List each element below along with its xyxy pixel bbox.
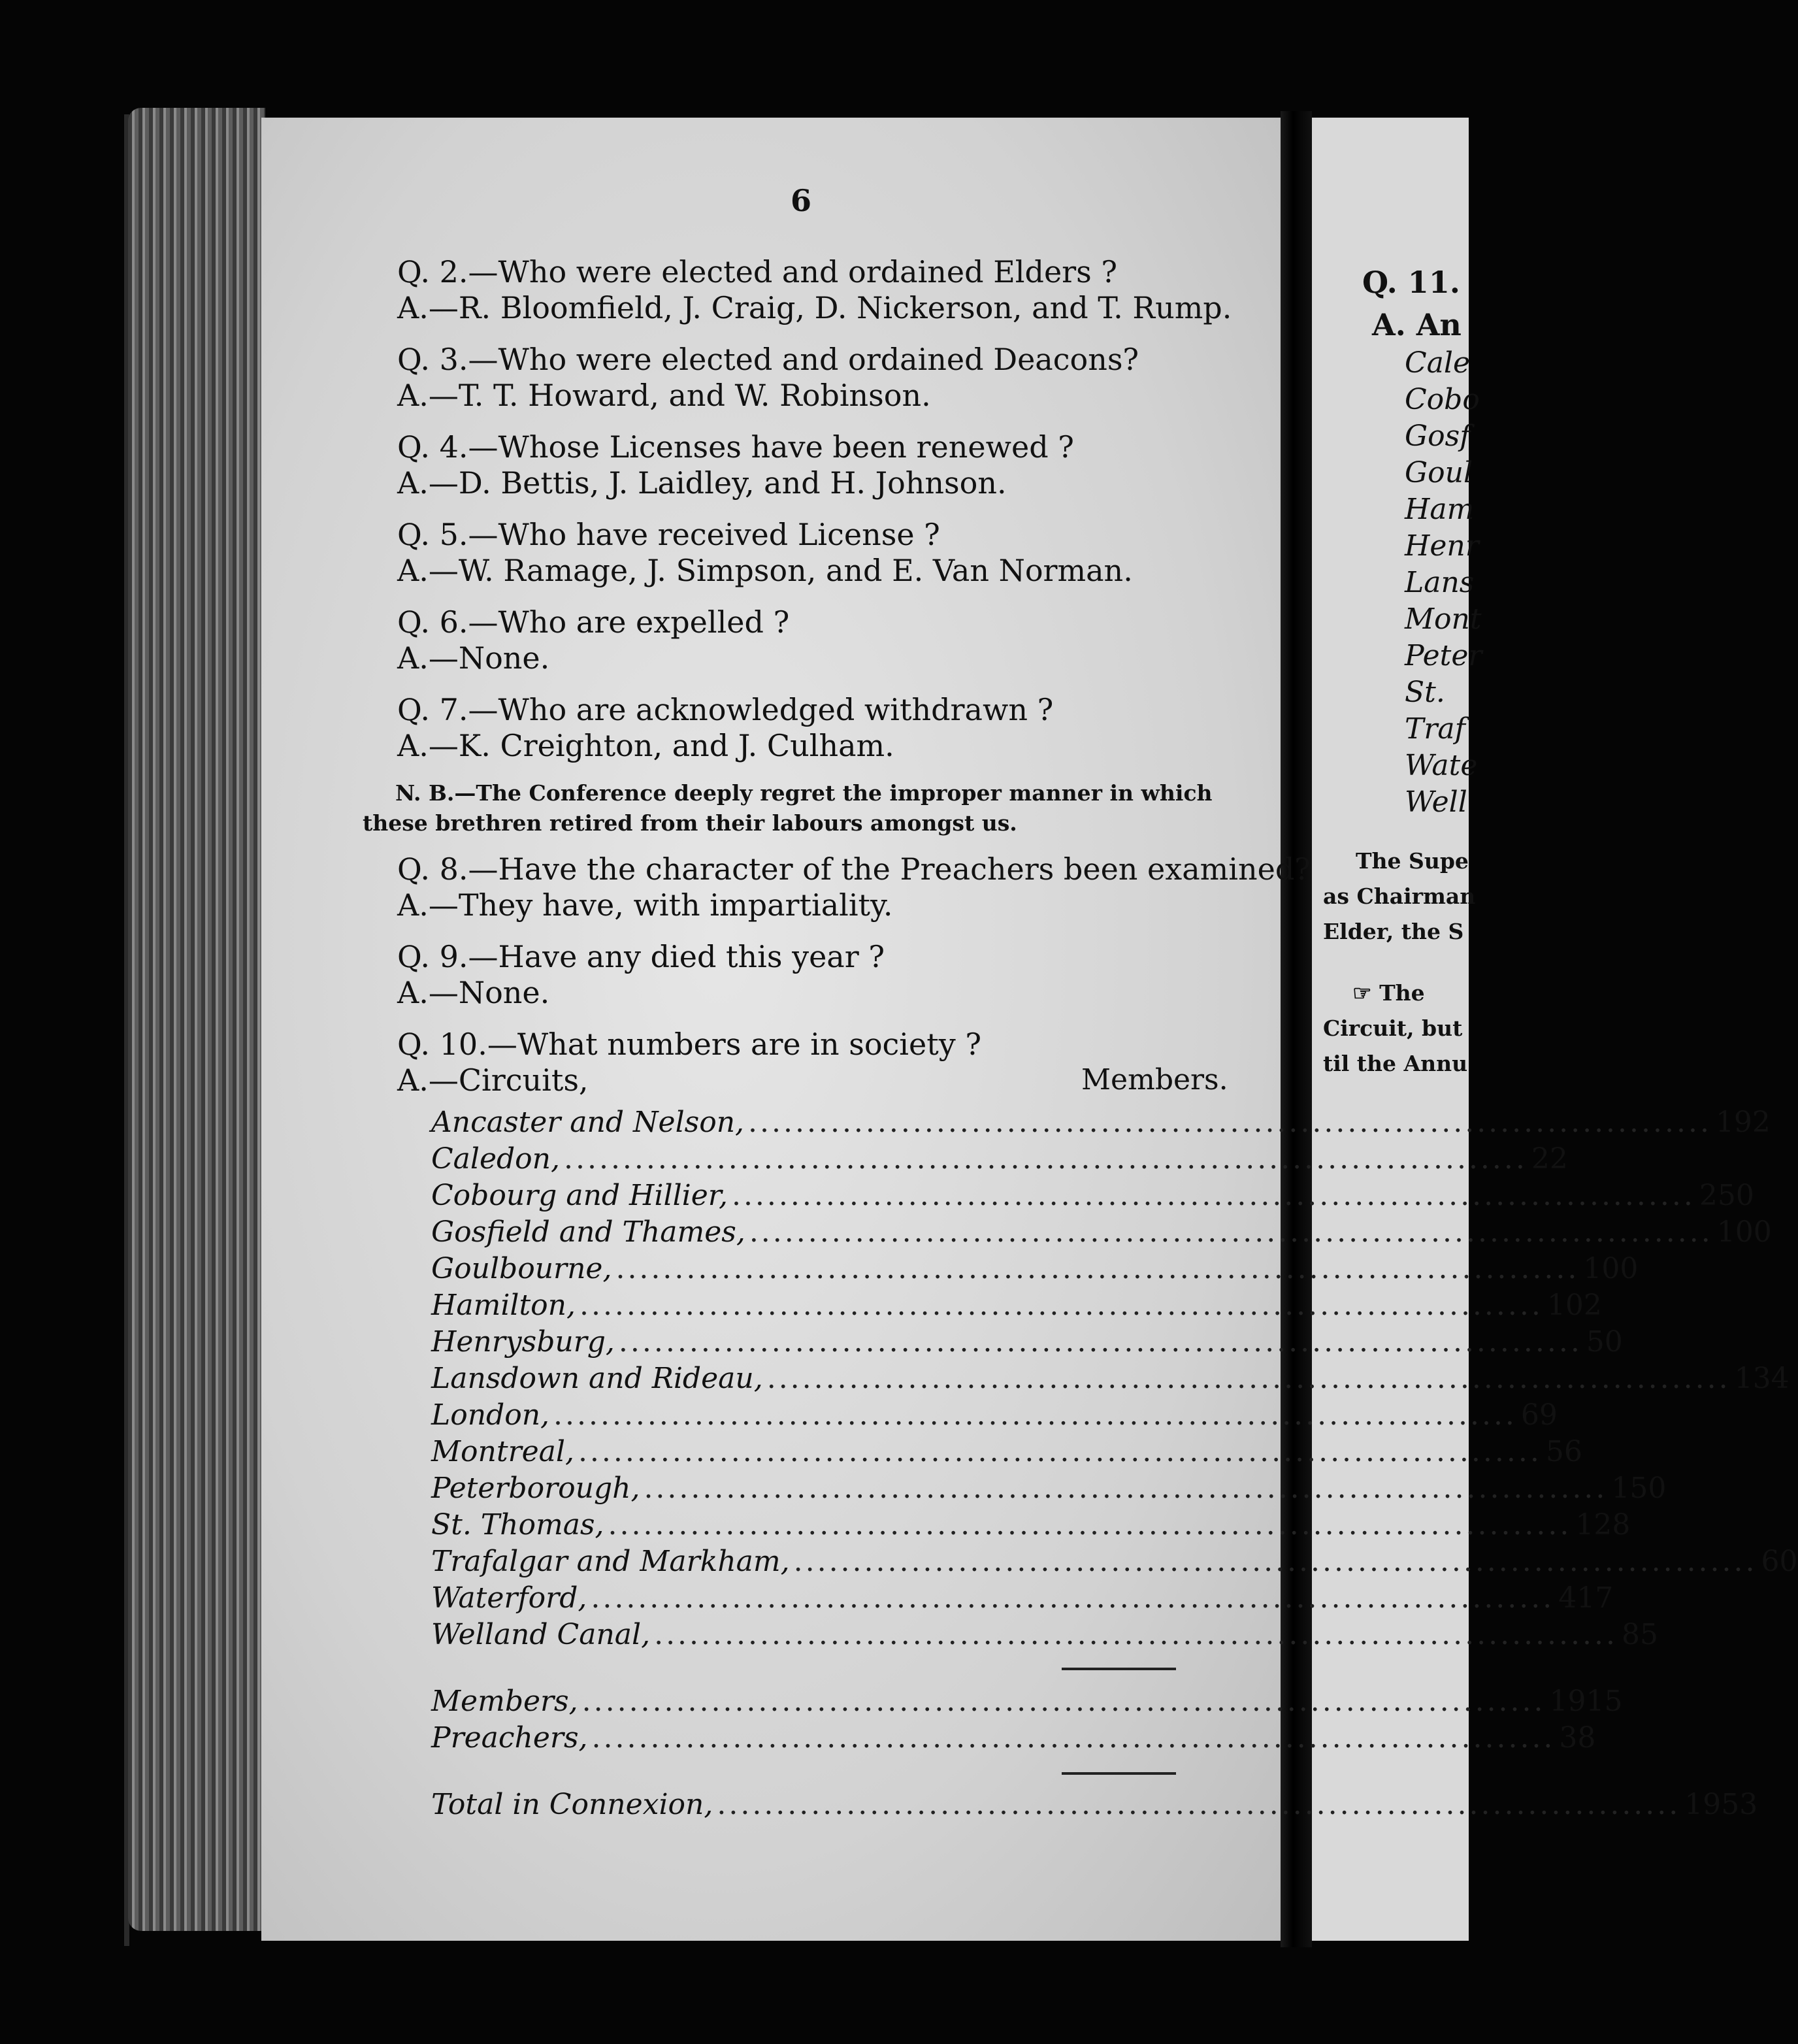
circuit-members: 50 — [1586, 1325, 1623, 1359]
leader-dots: .................................................................................. — [591, 1581, 1555, 1615]
circuit-name: Goulbourne, — [431, 1252, 612, 1285]
circuit-name: Cobourg and Hillier, — [431, 1179, 728, 1212]
right-circuit-name: Well — [1405, 785, 1467, 819]
circuit-name: Henrysburg, — [431, 1325, 615, 1359]
circuit-row — [431, 1289, 1602, 1325]
answer-8: A.—They have, with impartiality. — [397, 887, 893, 923]
circuit-members: 22 — [1531, 1142, 1568, 1176]
question-3: Q. 3.—Who were elected and ordained Deacons? — [397, 342, 1139, 377]
grand-total-label: Total in Connexion, — [431, 1788, 713, 1821]
leader-dots: .................................................................................. — [749, 1215, 1713, 1249]
circuit-members: 102 — [1546, 1289, 1602, 1322]
leader-dots: .................................................................................. — [608, 1508, 1572, 1541]
circuit-name: London, — [431, 1398, 550, 1432]
circuit-members: 192 — [1715, 1106, 1771, 1139]
circuit-members: 150 — [1611, 1472, 1667, 1505]
circuit-row — [431, 1618, 1658, 1655]
right-circuit-name: Ham — [1405, 493, 1475, 526]
preachers-total-row — [431, 1721, 1596, 1758]
circuit-row — [431, 1398, 1558, 1435]
circuits-label: A.—Circuits, — [397, 1063, 589, 1098]
circuit-row — [431, 1581, 1614, 1618]
circuit-row — [431, 1215, 1772, 1252]
right-note-line: The Supe — [1356, 848, 1469, 874]
nb-note-line-1: N. B.—The Conference deeply regret the improper manner in which — [395, 780, 1213, 806]
right-circuit-name: Gosf — [1405, 420, 1471, 453]
circuit-members: 69 — [1520, 1398, 1558, 1432]
circuit-row — [431, 1142, 1568, 1179]
answer-7: A.—K. Creighton, and J. Culham. — [397, 728, 894, 763]
question-8: Q. 8.—Have the character of the Preachers been examined? — [397, 851, 1311, 887]
circuit-row — [431, 1508, 1631, 1545]
right-circuit-name: Lans — [1405, 566, 1475, 599]
nb-note-line-2: these brethren retired from their labours amongst us. — [363, 810, 1017, 836]
question-4: Q. 4.—Whose Licenses have been renewed ? — [397, 429, 1074, 465]
circuit-members: 100 — [1716, 1215, 1772, 1249]
right-note2-line: ☞ The — [1352, 980, 1425, 1006]
answer-5: A.—W. Ramage, J. Simpson, and E. Van Norman. — [397, 553, 1133, 588]
leader-dots: .................................................................................. — [793, 1545, 1757, 1578]
right-circuit-name: Henr — [1405, 529, 1479, 563]
circuit-members: 100 — [1583, 1252, 1639, 1285]
page-stack-edge — [128, 108, 265, 1931]
right-circuit-name: St. — [1405, 676, 1445, 709]
leader-dots: .................................................................................. — [731, 1179, 1695, 1212]
answer-6: A.—None. — [397, 640, 550, 676]
circuit-name: St. Thomas, — [431, 1508, 604, 1541]
right-note-line: as Chairman — [1323, 883, 1476, 909]
question-10: Q. 10.—What numbers are in society ? — [397, 1027, 981, 1062]
leader-dots: .................................................................................. — [644, 1472, 1608, 1505]
leader-dots: .................................................................................. — [717, 1788, 1681, 1821]
circuit-members: 60 — [1761, 1545, 1798, 1578]
leader-dots: .................................................................................. — [581, 1685, 1546, 1718]
right-circuit-name: Peter — [1405, 639, 1482, 672]
right-question-fragment: Q. 11. — [1362, 265, 1460, 300]
grand-total-row — [431, 1788, 1758, 1824]
circuit-name: Gosfield and Thames, — [431, 1215, 745, 1249]
right-answer-fragment: A. An — [1372, 307, 1462, 342]
circuit-name: Waterford, — [431, 1581, 587, 1615]
question-9: Q. 9.—Have any died this year ? — [397, 939, 885, 974]
leader-dots: .................................................................................. — [553, 1398, 1517, 1432]
right-circuit-name: Cobo — [1405, 383, 1480, 416]
circuit-row — [431, 1252, 1639, 1289]
subtotal-rule — [1062, 1668, 1176, 1670]
members-total-row — [431, 1685, 1623, 1721]
circuit-members: 417 — [1558, 1581, 1614, 1615]
circuit-name: Ancaster and Nelson, — [431, 1106, 745, 1139]
leader-dots: .................................................................................. — [578, 1435, 1542, 1468]
circuit-name: Trafalgar and Markham, — [431, 1545, 790, 1578]
total-value: 1915 — [1549, 1685, 1623, 1718]
members-label: Members. — [1081, 1063, 1228, 1096]
circuit-name: Peterborough, — [431, 1472, 640, 1505]
circuit-members: 56 — [1545, 1435, 1582, 1468]
right-circuit-name: Mont — [1405, 602, 1482, 636]
circuit-row — [431, 1435, 1582, 1472]
circuit-row — [431, 1362, 1790, 1398]
circuit-name: Montreal, — [431, 1435, 574, 1468]
leader-dots: .................................................................................. — [654, 1618, 1618, 1651]
right-circuit-name: Traf — [1405, 712, 1465, 746]
answer-3: A.—T. T. Howard, and W. Robinson. — [397, 378, 931, 413]
circuit-name: Caledon, — [431, 1142, 560, 1176]
circuit-row — [431, 1325, 1623, 1362]
circuit-row — [431, 1106, 1771, 1142]
leader-dots: .................................................................................. — [579, 1289, 1543, 1322]
circuit-name: Welland Canal, — [431, 1618, 651, 1651]
leader-dots: .................................................................................. — [748, 1106, 1712, 1139]
grand-total-rule — [1062, 1772, 1176, 1775]
circuit-members: 250 — [1699, 1179, 1754, 1212]
circuit-row — [431, 1179, 1754, 1215]
leader-dots: .................................................................................. — [618, 1325, 1582, 1359]
circuit-name: Lansdown and Rideau, — [431, 1362, 763, 1395]
answer-4: A.—D. Bettis, J. Laidley, and H. Johnson. — [397, 465, 1007, 501]
answer-9: A.—None. — [397, 975, 550, 1010]
grand-total-value: 1953 — [1684, 1788, 1758, 1821]
answer-2: A.—R. Bloomfield, J. Craig, D. Nickerson, and T. Rump. — [397, 290, 1232, 325]
right-circuit-name: Goul — [1405, 456, 1473, 489]
question-6: Q. 6.—Who are expelled ? — [397, 604, 790, 640]
leader-dots: .................................................................................. — [564, 1142, 1528, 1176]
circuit-members: 85 — [1621, 1618, 1658, 1651]
question-2: Q. 2.—Who were elected and ordained Elders ? — [397, 254, 1118, 289]
total-label: Members, — [431, 1685, 578, 1718]
right-note2-line: til the Annu — [1323, 1051, 1468, 1076]
circuit-row — [431, 1472, 1667, 1508]
page-number: 6 — [791, 183, 812, 218]
book-gutter — [1281, 111, 1312, 1947]
leader-dots: .................................................................................. — [766, 1362, 1731, 1395]
question-7: Q. 7.—Who are acknowledged withdrawn ? — [397, 692, 1054, 727]
right-note-line: Elder, the S — [1323, 919, 1464, 944]
total-label: Preachers, — [431, 1721, 588, 1755]
question-5: Q. 5.—Who have received License ? — [397, 517, 940, 552]
total-value: 38 — [1559, 1721, 1596, 1755]
circuit-name: Hamilton, — [431, 1289, 576, 1322]
right-note2-line: Circuit, but — [1323, 1015, 1463, 1041]
right-circuit-name: Cale — [1405, 346, 1471, 380]
leader-dots: .................................................................................. — [615, 1252, 1580, 1285]
circuit-members: 134 — [1734, 1362, 1790, 1395]
leader-dots: .................................................................................. — [591, 1721, 1556, 1755]
circuit-members: 128 — [1575, 1508, 1631, 1541]
right-circuit-name: Wate — [1405, 749, 1478, 782]
circuit-row — [431, 1545, 1798, 1581]
